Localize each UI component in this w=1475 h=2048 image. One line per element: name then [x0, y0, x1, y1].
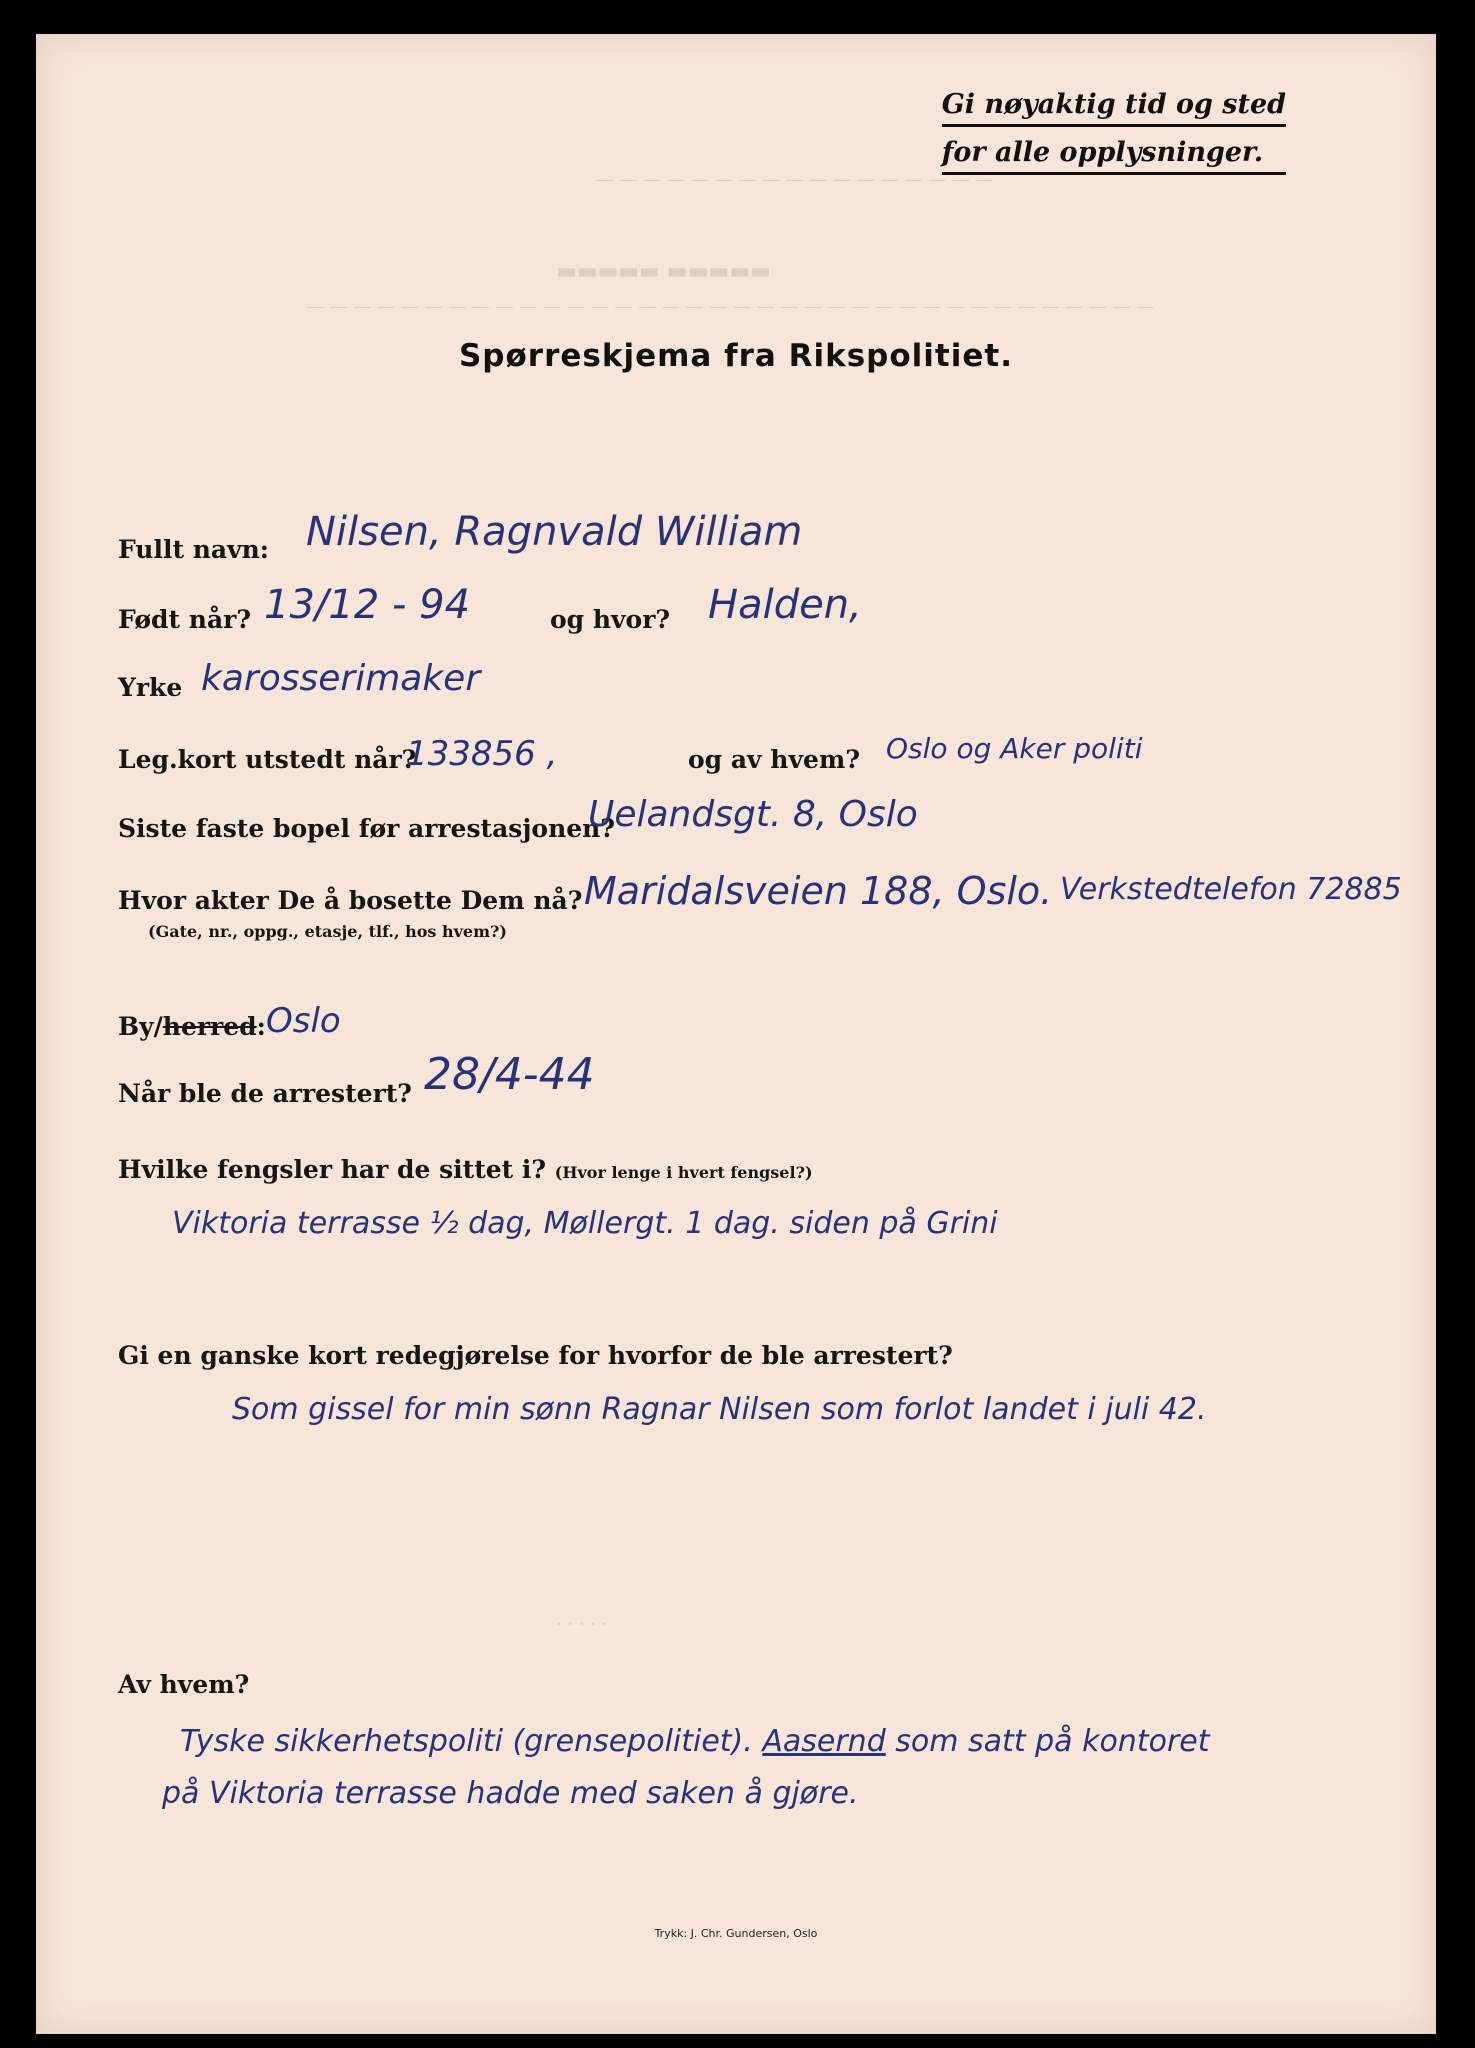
- last-residence-label: Siste faste bopel før arrestasjonen?: [118, 814, 615, 843]
- city-label-by: By/: [118, 1012, 163, 1041]
- full-name-value: Nilsen, Ragnvald William: [306, 509, 803, 555]
- id-card-by-label: og av hvem?: [688, 745, 860, 774]
- settle-where-label: Hvor akter De å bosette Dem nå?: [118, 886, 583, 915]
- show-through-text: — — — — — — — — — — — — — — — — —: [596, 169, 994, 190]
- show-through-text: — — — — — — — — — — — — — — — — — — — — — — — — — — — — — — — — — — — —: [306, 296, 1155, 317]
- arrested-when-value: 28/4-44: [424, 1049, 595, 1100]
- born-where-value: Halden,: [708, 582, 862, 628]
- id-card-by-value: Oslo og Aker politi: [886, 732, 1143, 765]
- by-whom-police: Tyske sikkerhetspoliti (grensepolitiet).: [180, 1724, 753, 1759]
- reason-label: Gi en ganske kort redegjørelse for hvorfor de ble arrestert?: [118, 1341, 953, 1370]
- prisons-label: [118, 1155, 813, 1184]
- prisons-value: Viktoria terrasse ½ dag, Møllergt. 1 dag. siden på Grini: [172, 1206, 998, 1241]
- printer-imprint: Trykk: J. Chr. Gundersen, Oslo: [654, 1927, 818, 1940]
- born-when-label: Født når?: [118, 605, 251, 634]
- by-whom-value-line-2: på Viktoria terrasse hadde med saken å gjøre.: [162, 1776, 859, 1811]
- notice-line-1: Gi nøyaktig tid og sted: [942, 89, 1286, 127]
- id-card-when-value: 133856 ,: [406, 734, 558, 774]
- occupation-value: karosserimaker: [201, 658, 481, 699]
- notice-line-2: for alle opplysninger.: [942, 137, 1286, 175]
- last-residence-value: Uelandsgt. 8, Oslo: [588, 794, 918, 835]
- occupation-label: Yrke: [118, 673, 183, 702]
- prisons-sublabel: (Hvor lenge i hvert fengsel?): [554, 1163, 813, 1182]
- form-title: Spørreskjema fra Rikspolitiet.: [458, 338, 1013, 374]
- notice-box: [942, 89, 1286, 185]
- arrested-when-label: Når ble de arrestert?: [118, 1079, 412, 1108]
- settle-where-sublabel: (Gate, nr., oppg., etasje, tlf., hos hvem?): [148, 922, 507, 941]
- city-label: [118, 1012, 266, 1041]
- reason-value: Som gissel for min sønn Ragnar Nilsen som forlot landet i juli 42.: [232, 1392, 1207, 1427]
- show-through-text: ▬▬▬▬▬ ▬▬▬▬▬: [556, 259, 771, 284]
- form-page: [36, 34, 1436, 2034]
- born-where-label: og hvor?: [550, 605, 671, 634]
- by-whom-office: som satt på kontoret: [895, 1724, 1210, 1759]
- city-label-colon: :: [256, 1012, 266, 1041]
- id-card-when-label: Leg.kort utstedt når?: [118, 745, 417, 774]
- by-whom-officer: Aasernd: [762, 1724, 886, 1759]
- by-whom-label: Av hvem?: [118, 1670, 250, 1699]
- by-whom-value-line-1: [180, 1724, 1210, 1759]
- show-through-text: · · · · ·: [556, 1614, 608, 1635]
- city-value: Oslo: [266, 1001, 341, 1041]
- prisons-label-main: Hvilke fengsler har de sittet i?: [118, 1155, 547, 1184]
- born-when-value: 13/12 - 94: [264, 582, 471, 628]
- settle-where-phone: Verkstedtelefon 72885: [1060, 872, 1402, 907]
- city-label-herred: herred: [162, 1012, 257, 1041]
- settle-where-value: Maridalsveien 188, Oslo.: [584, 869, 1053, 913]
- full-name-label: Fullt navn:: [118, 535, 270, 564]
